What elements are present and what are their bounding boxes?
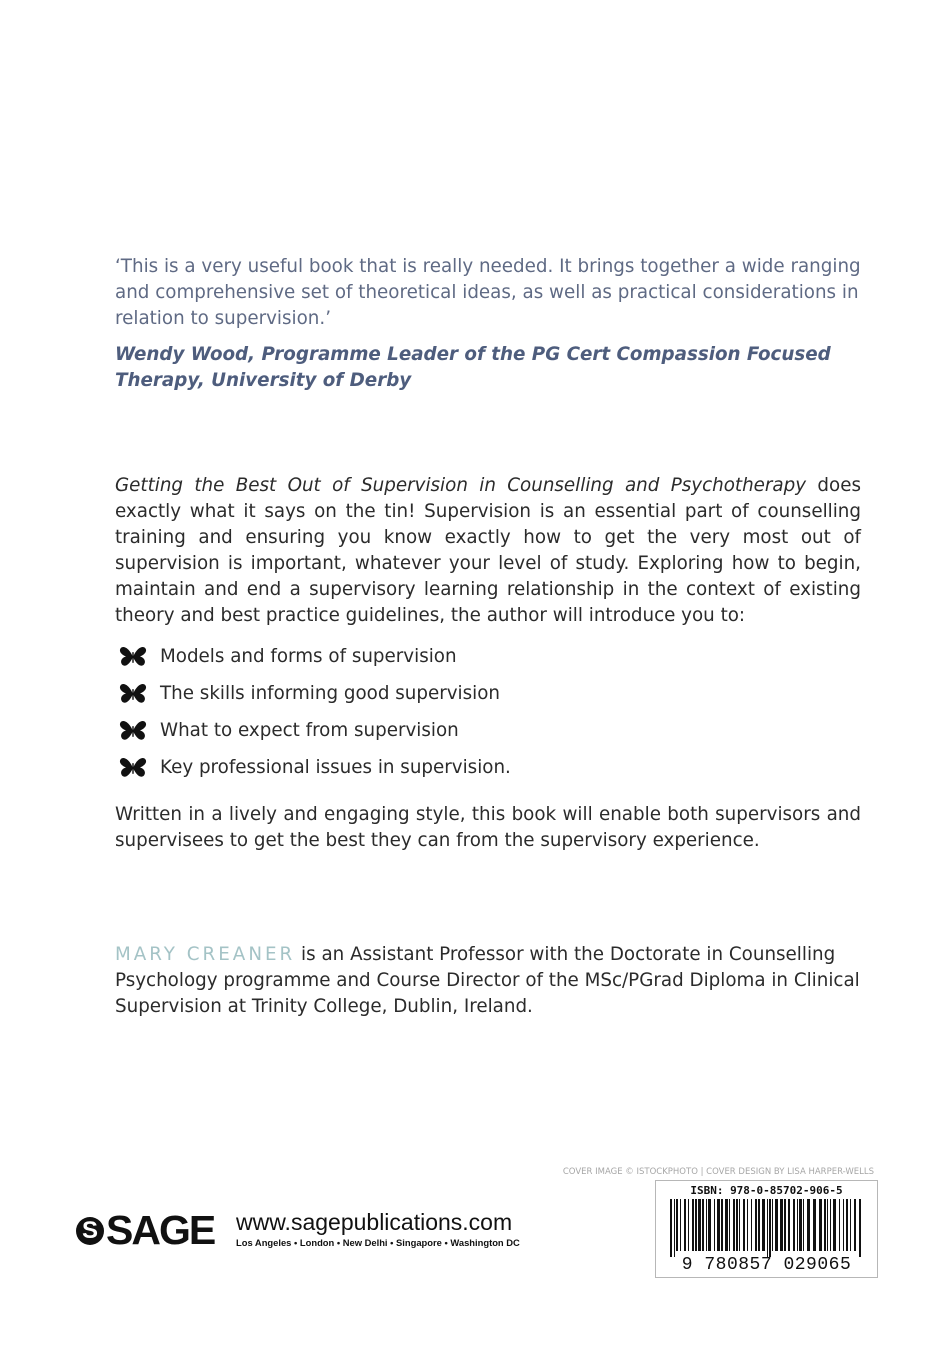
publisher-cities: Los Angeles • London • New Delhi • Singapore • Washington DC: [236, 1237, 520, 1248]
author-bio: [115, 942, 861, 1020]
list-item: Key professional issues in supervision.: [115, 749, 861, 786]
review-attribution: Wendy Wood, Programme Leader of the PG Cert Compassion Focused Therapy, University of Derby: [115, 344, 831, 391]
barcode-icon: [670, 1199, 863, 1257]
list-item: Models and forms of supervision: [115, 638, 861, 675]
sage-logo: [76, 1207, 215, 1253]
list-item: What to expect from supervision: [115, 712, 861, 749]
isbn-barcode: [655, 1180, 878, 1278]
butterfly-icon: [119, 757, 147, 779]
book-description: [115, 473, 861, 629]
barcode-digits: 9 780857 029065: [681, 1255, 852, 1275]
sage-logo-mark: S: [76, 1217, 104, 1245]
butterfly-icon: [119, 720, 147, 742]
isbn-label: ISBN: 978-0-85702-906-5: [690, 1184, 843, 1197]
butterfly-icon: [119, 683, 147, 705]
butterfly-icon: [119, 646, 147, 668]
description-text: does exactly what it says on the tin! Supervision is an essential part of counselling training and ensuring you know exactly how to get the very most out of supervision is important, whatever your level of study. Exploring how to begin, maintain and end a supervisory learning relationship in the context of existing theory and best practice guidelines, the author will introduce you to:: [115, 475, 861, 626]
review-quote: ‘This is a very useful book that is really needed. It brings together a wide ranging and comprehensive set of theoretical ideas, as well as practical considerations in relation to supervision.’: [115, 256, 861, 329]
book-title: Getting the Best Out of Supervision in Counselling and Psychotherapy: [115, 475, 807, 496]
author-name: MARY CREANER: [115, 944, 296, 965]
topics-list: [115, 638, 861, 786]
sage-logo-text: SAGE: [106, 1207, 215, 1253]
publisher-info: [236, 1208, 520, 1248]
cover-credits: COVER IMAGE © ISTOCKPHOTO | COVER DESIGN BY LISA HARPER-WELLS: [562, 1167, 874, 1177]
list-item: The skills informing good supervision: [115, 675, 861, 712]
closing-paragraph: Written in a lively and engaging style, this book will enable both supervisors and supervisees to get the best they can from the supervisory experience.: [115, 804, 861, 851]
author-bio-text: is an Assistant Professor with the Doctorate in Counselling Psychology programme and Course Director of the MSc/PGrad Diploma in Clinical Supervision at Trinity College, Dublin, Ireland.: [115, 944, 860, 1017]
publisher-url[interactable]: www.sagepublications.com: [236, 1209, 513, 1235]
